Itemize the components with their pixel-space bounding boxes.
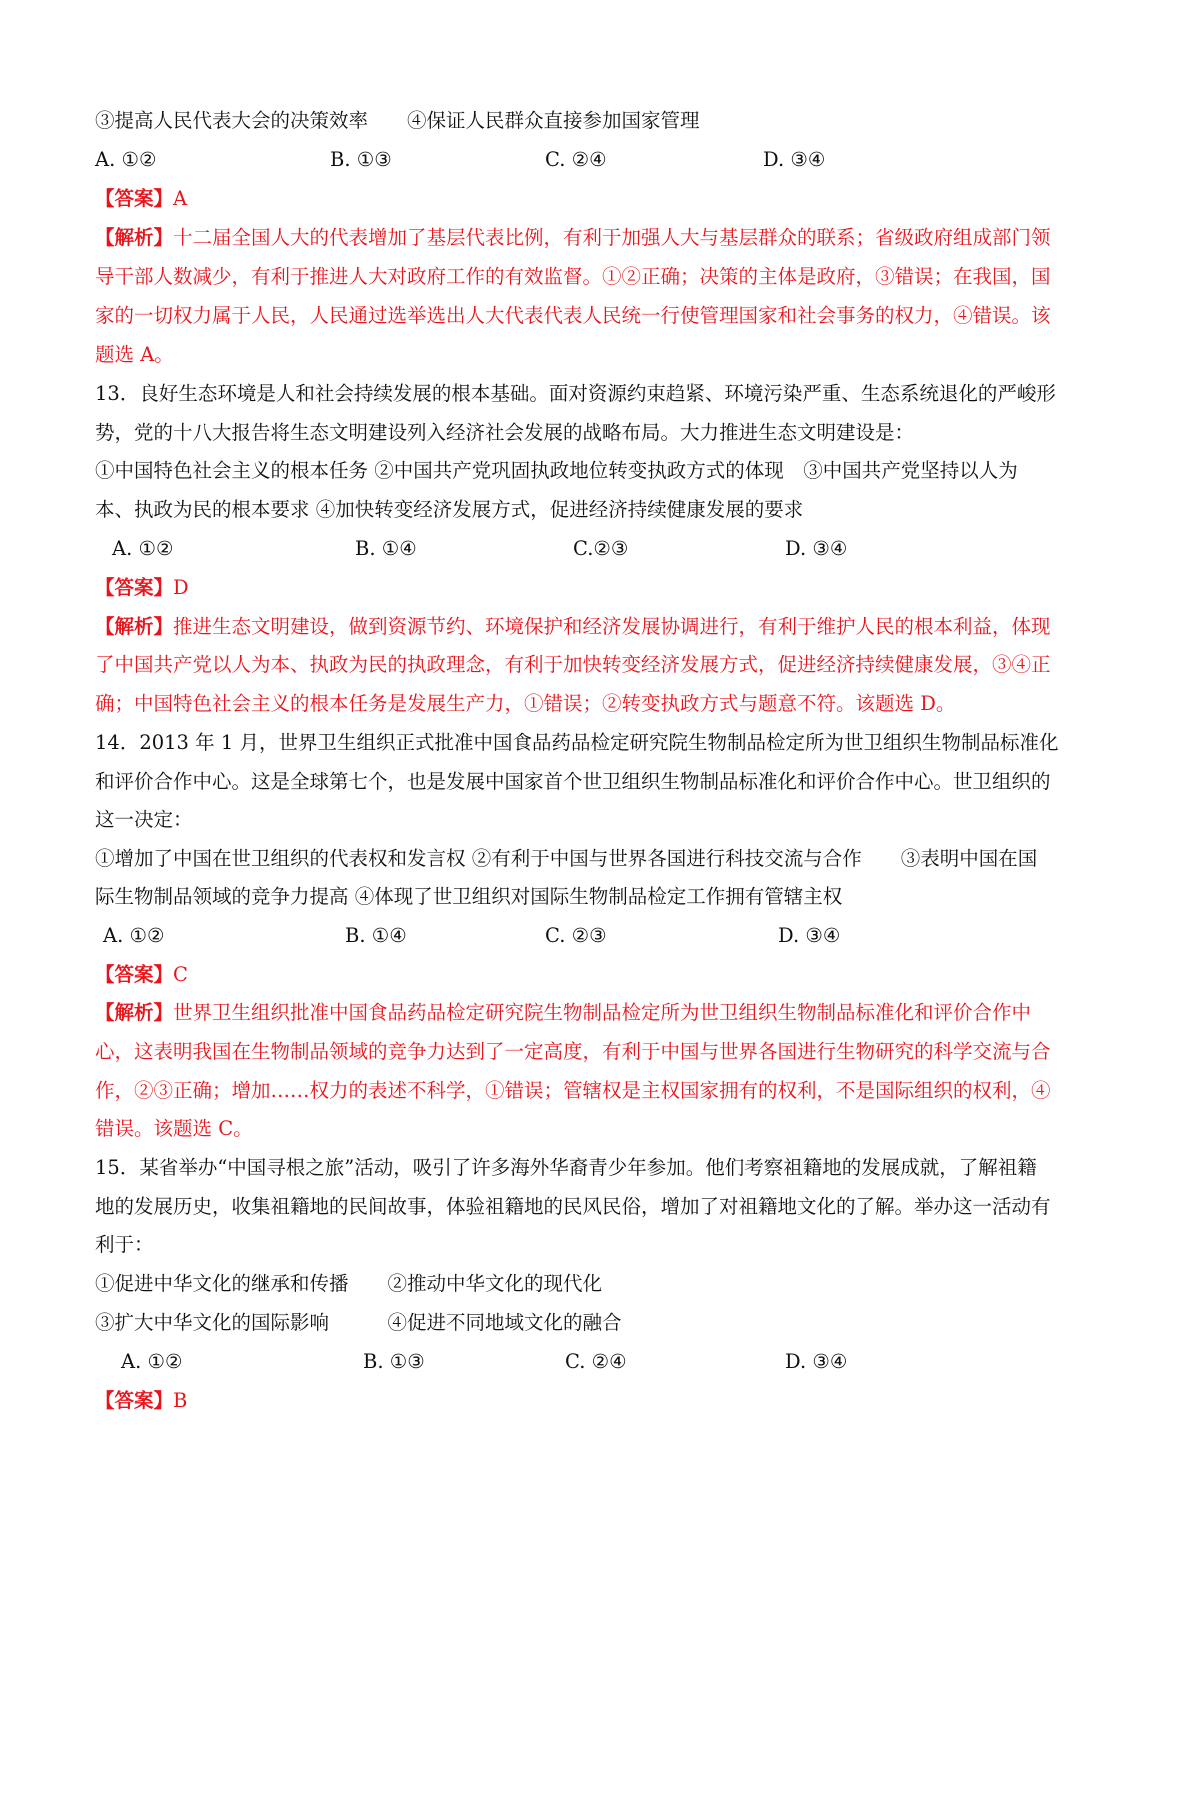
q12-answer (95, 186, 187, 212)
answer-tag: 【答案】 (95, 187, 174, 210)
q15-option-c: C. ②④ (565, 1350, 627, 1373)
q12-option-c: C. ②④ (545, 148, 607, 171)
q12-option-d: D. ③④ (763, 148, 826, 171)
q12-option-b: B. ①③ (330, 148, 392, 171)
analysis-tag: 【解析】 (95, 1001, 174, 1024)
q13-analysis-line: 确；中国特色社会主义的根本任务是发展生产力，①错误；②转变执政方式与题意不符。该题选 D。 (95, 692, 956, 715)
answer-tag: 【答案】 (95, 963, 174, 986)
q15-stem-line: ③扩大中华文化的国际影响 ④促进不同地域文化的融合 (95, 1311, 622, 1334)
answer-value: D (173, 576, 189, 599)
q12-analysis-line: 题选 A。 (95, 343, 174, 366)
q13-stem-line: ①中国特色社会主义的根本任务 ②中国共产党巩固执政地位转变执政方式的体现 ③中国共产党坚持以人为 (95, 459, 1018, 482)
q12-option-a: A. ①② (95, 148, 157, 171)
q13-analysis-line: 【解析】推进生态文明建设，做到资源节约、环境保护和经济发展协调进行，有利于维护人民的根本利益，体现 (95, 615, 1051, 638)
q15-option-d: D. ③④ (785, 1350, 848, 1373)
q14-answer (95, 962, 188, 988)
q13-stem-line: 本、执政为民的根本要求 ④加快转变经济发展方式，促进经济持续健康发展的要求 (95, 498, 804, 521)
answer-value: B (173, 1389, 188, 1412)
q14-analysis-line: 心，这表明我国在生物制品领域的竞争力达到了一定高度，有利于中国与世界各国进行生物研究的科学交流与合 (95, 1040, 1051, 1063)
q15-answer (95, 1388, 187, 1414)
q13-stem-line: 13．良好生态环境是人和社会持续发展的根本基础。面对资源约束趋紧、环境污染严重、生态系统退化的严峻形 (95, 382, 1056, 405)
q15-stem-line: 利于： (95, 1233, 154, 1256)
q14-option-c: C. ②③ (545, 924, 607, 947)
q14-stem-line: 这一决定： (95, 808, 193, 831)
q14-analysis-line: 作，②③正确；增加……权力的表述不科学，①错误；管辖权是主权国家拥有的权利，不是国际组织的权利，④ (95, 1079, 1051, 1102)
q14-option-a: A. ①② (103, 924, 165, 947)
q14-option-b: B. ①④ (345, 924, 407, 947)
q14-stem-line: 14．2013 年 1 月，世界卫生组织正式批准中国食品药品检定研究院生物制品检定所为世卫组织生物制品标准化 (95, 731, 1059, 754)
q12-analysis-line: 家的一切权力属于人民，人民通过选举选出人大代表代表人民统一行使管理国家和社会事务的权力，④错误。该 (95, 304, 1051, 327)
q13-stem-line: 势，党的十八大报告将生态文明建设列入经济社会发展的战略布局。大力推进生态文明建设是： (95, 421, 915, 444)
answer-value: C (173, 963, 188, 986)
q13-option-b: B. ①④ (355, 537, 417, 560)
answer-tag: 【答案】 (95, 1389, 174, 1412)
q14-option-d: D. ③④ (778, 924, 841, 947)
q12-analysis-line: 【解析】十二届全国人大的代表增加了基层代表比例，有利于加强人大与基层群众的联系；省级政府组成部门领 (95, 226, 1051, 249)
q14-analysis-line: 错误。该题选 C。 (95, 1117, 253, 1140)
q15-option-b: B. ①③ (363, 1350, 425, 1373)
q12-stem-line: ③提高人民代表大会的决策效率 ④保证人民群众直接参加国家管理 (95, 109, 700, 132)
q14-stem-line: 和评价合作中心。这是全球第七个，也是发展中国家首个世卫组织生物制品标准化和评价合作中心。世卫组织的 (95, 770, 1051, 793)
q13-option-a: A. ①② (112, 537, 174, 560)
q14-analysis-line: 【解析】世界卫生组织批准中国食品药品检定研究院生物制品检定所为世卫组织生物制品标准化和评价合作中 (95, 1001, 1032, 1024)
q14-stem-line: ①增加了中国在世卫组织的代表权和发言权 ②有利于中国与世界各国进行科技交流与合作 ③表明中国在国 (95, 847, 1038, 870)
answer-tag: 【答案】 (95, 576, 174, 599)
q15-stem-line: ①促进中华文化的继承和传播 ②推动中华文化的现代化 (95, 1272, 603, 1295)
analysis-tag: 【解析】 (95, 615, 174, 638)
q12-analysis-line: 导干部人数减少，有利于推进人大对政府工作的有效监督。①②正确；决策的主体是政府，③错误；在我国，国 (95, 265, 1051, 288)
q13-option-d: D. ③④ (785, 537, 848, 560)
analysis-tag: 【解析】 (95, 226, 174, 249)
answer-value: A (173, 187, 188, 210)
q15-stem-line: 15．某省举办“中国寻根之旅”活动，吸引了许多海外华裔青少年参加。他们考察祖籍地的发展成就，了解祖籍 (95, 1156, 1037, 1179)
q13-answer (95, 575, 189, 601)
q14-stem-line: 际生物制品领域的竞争力提高 ④体现了世卫组织对国际生物制品检定工作拥有管辖主权 (95, 885, 843, 908)
q13-analysis-line: 了中国共产党以人为本、执政为民的执政理念，有利于加快转变经济发展方式，促进经济持续健康发展，③④正 (95, 653, 1051, 676)
q15-option-a: A. ①② (121, 1350, 183, 1373)
q13-option-c: C.②③ (573, 537, 629, 560)
q15-stem-line: 地的发展历史，收集祖籍地的民间故事，体验祖籍地的民风民俗，增加了对祖籍地文化的了解。举办这一活动有 (95, 1195, 1051, 1218)
